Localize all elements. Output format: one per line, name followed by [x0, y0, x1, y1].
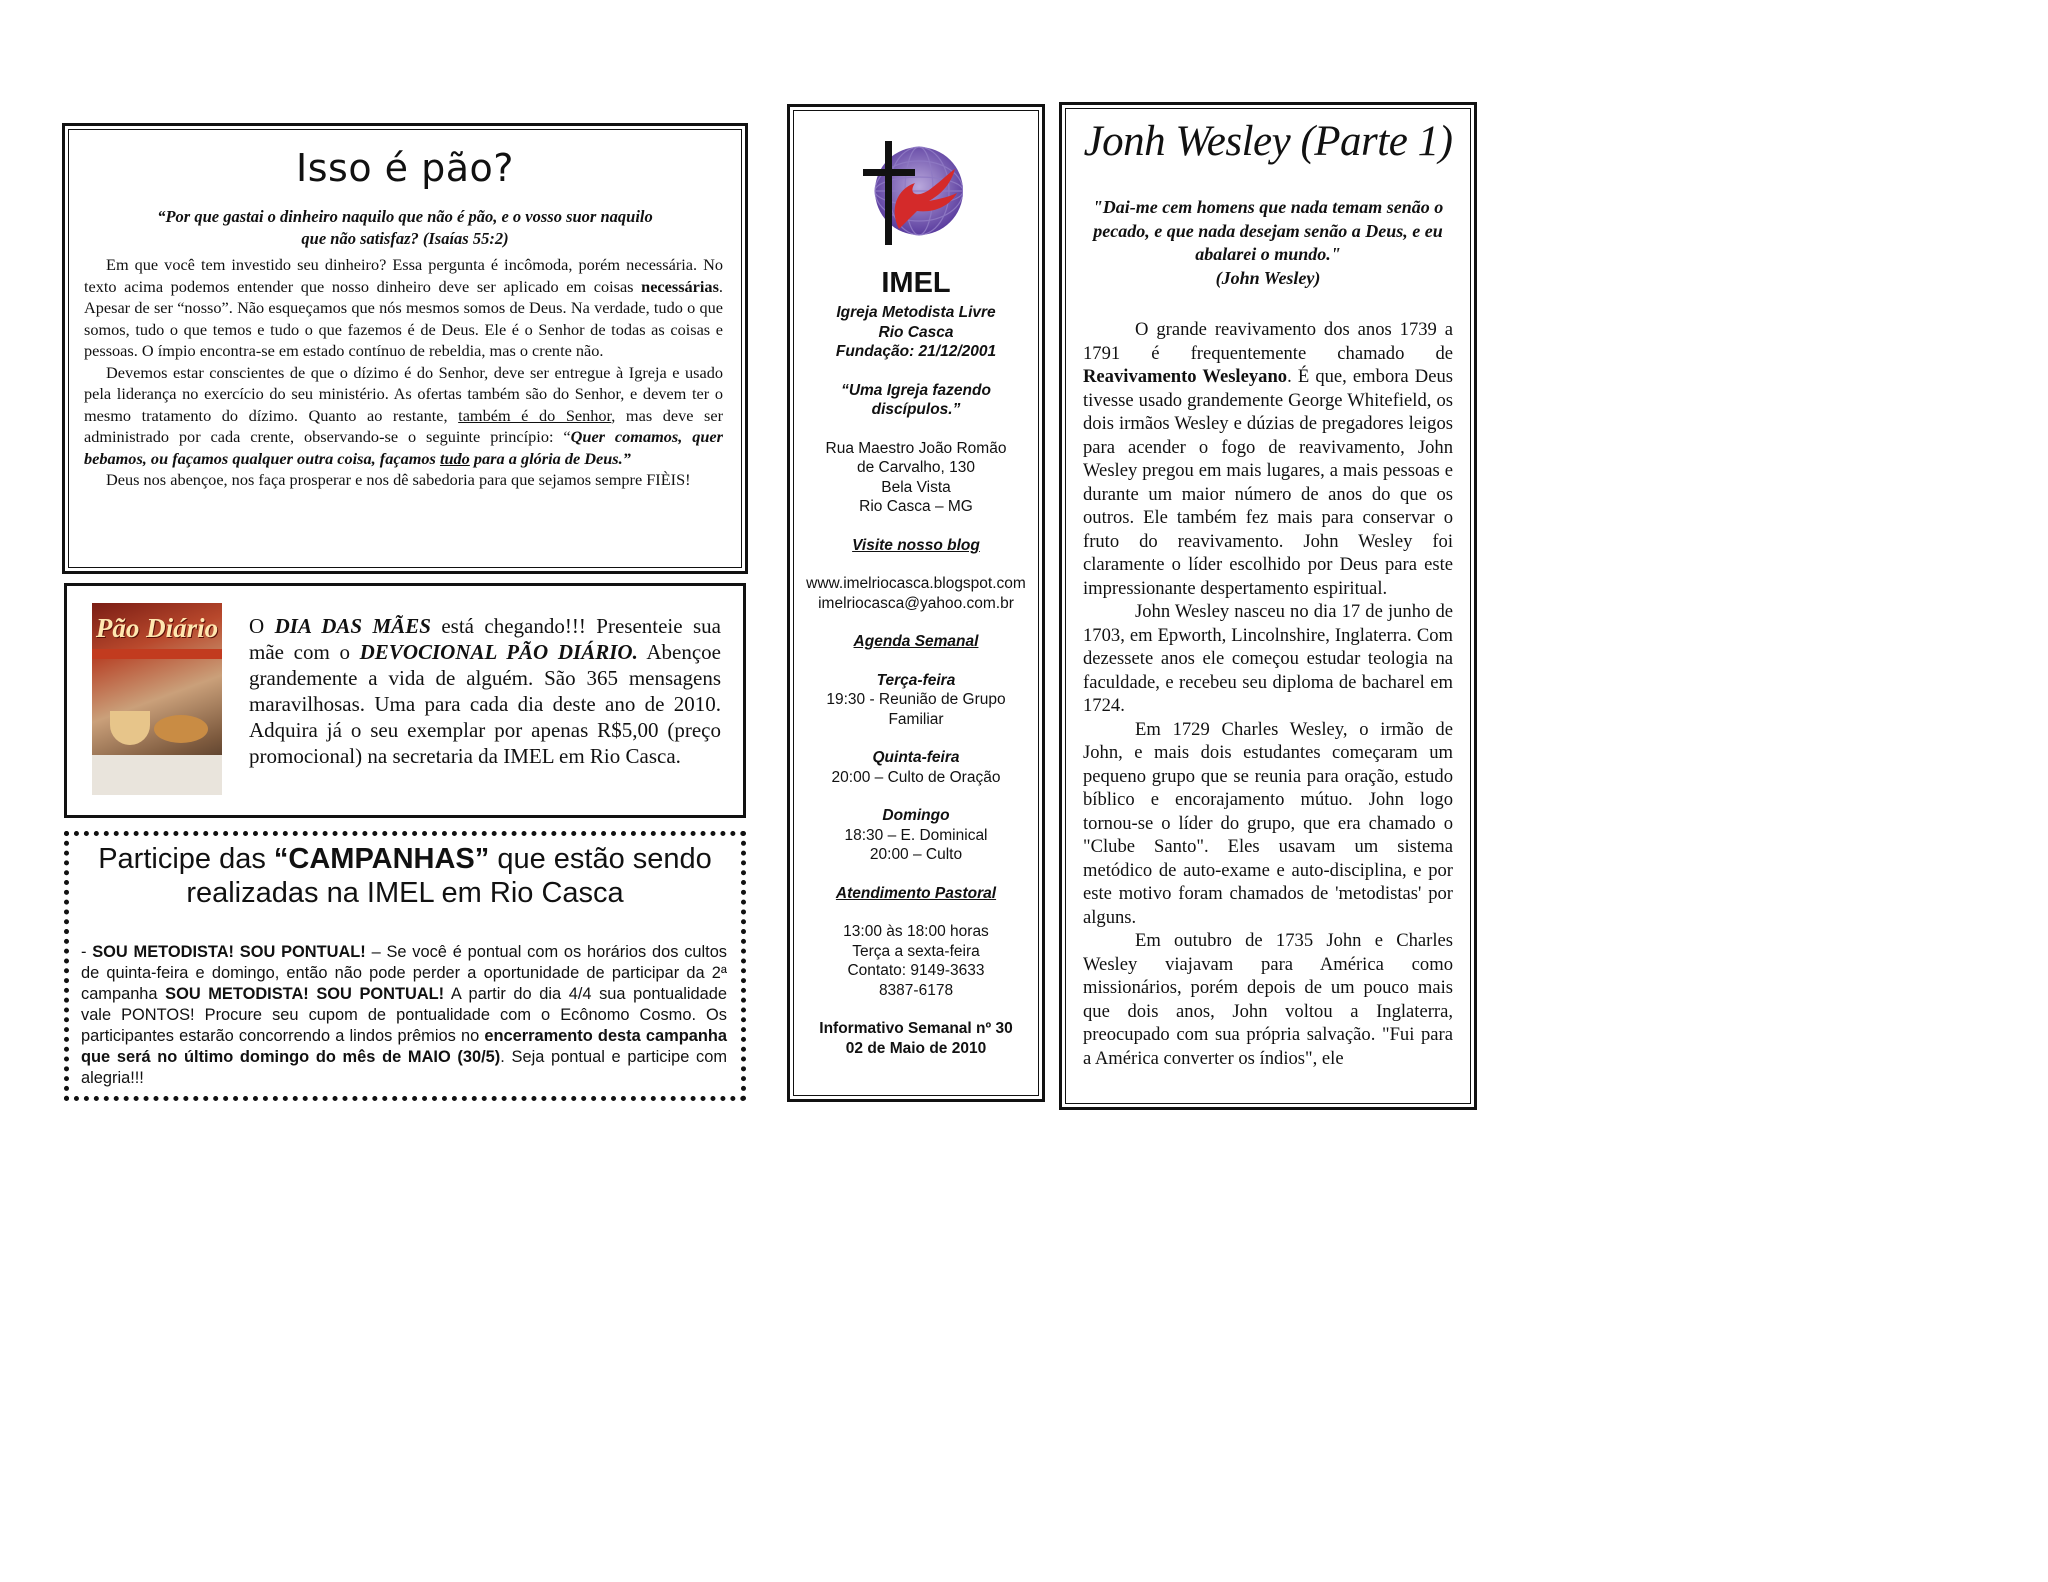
campaign-title: Participe das “CAMPANHAS” que estão sendo realizadas na IMEL em Rio Casca: [98, 843, 712, 909]
address-line: Bela Vista: [881, 478, 951, 496]
quote-author: (John Wesley): [1215, 267, 1321, 288]
article-title: Jonh Wesley (Parte 1): [1083, 118, 1453, 165]
bulletin-date: 02 de Maio de 2010: [845, 1039, 987, 1057]
quote: "Dai-me cem homens que nada temam senão o pecado, e que nada desejam senão a Deus, e eu abalarei o mundo." (John Wesley): [1080, 196, 1456, 290]
pastoral-contact: Contato: 9149-3633: [847, 962, 985, 979]
agenda-day: Quinta-feira: [872, 749, 960, 766]
church-acronym: IMEL: [881, 267, 951, 299]
book-cover-image: [92, 603, 222, 795]
ad-text: O DIA DAS MÃES está chegando!!! Presenteie sua mãe com o DEVOCIONAL PÃO DIÁRIO. Abençoe grandemente a vida de alguém. São 365 mensagens maravilhosas. Uma para cada dia deste ano de 2010. Adquira já o seu exemplar por apenas R$5,00 (preço promocional) na secretaria da IMEL em Rio Casca.: [249, 614, 722, 768]
paragraph: O grande reavivamento dos anos 1739 a 1791 é frequentemente chamado de Reavivamento Wesleyano. É que, embora Deus tivesse usado grandemente George Whitefield, os dois irmãos Wesley e dúzias de pregadores leigos para acender o fogo de reavivamento, John Wesley pregou em mais lugares, a mais pessoas e durante um maior número de anos do que os outros. Ele também fez mais para conservar o fruto do reavivamento. John Wesley foi claramente o líder escolhido por Deus para este impressionante despertamento espiritual.: [1083, 319, 1454, 599]
article-title: Isso é pão?: [296, 146, 514, 190]
address-line: Rio Casca – MG: [859, 498, 973, 515]
agenda-item: Familiar: [888, 710, 944, 728]
motto-line: “Uma Igreja fazendo: [841, 381, 991, 399]
paragraph: John Wesley nasceu no dia 17 de junho de 1703, em Epworth, Lincolnshire, Inglaterra. Com dezessete anos ele começou estudar teologia na faculdade, e recebeu seu diploma de bacharel em 1724.: [1083, 601, 1453, 716]
paragraph: Em outubro de 1735 John e Charles Wesley viajavam para América como missionários, porém depois de um pouco mais que dois anos, John voltou a Inglaterra, preocupado com sua própria salvação. "Fui para a América converter os índios", ele: [1083, 930, 1453, 1069]
paragraph: Deus nos abençoe, nos faça prosperar e nos dê sabedoria para que sejamos sempre FIÈIS!: [106, 470, 691, 489]
agenda-day: Domingo: [882, 807, 950, 824]
address-line: de Carvalho, 130: [856, 459, 976, 476]
article-body: [84, 254, 723, 491]
article-isso-e-pao: [62, 123, 748, 574]
church-details: [796, 267, 1036, 1058]
campaign-body: - SOU METODISTA! SOU PONTUAL! – Se você é pontual com os horários dos cultos de quinta-feira e domingo, então não pode perder a oportunidade de participar da 2ª campanha SOU METODISTA! SOU PONTUAL! A partir do dia 4/4 sua pontualidade vale PONTOS! Procure seu cupom de pontualidade com o Ecônomo Cosmo. Os participantes estarão concorrendo a lindos prêmios no encerramento desta campanha que será no último domingo do mês de MAIO (30/5). Seja pontual e participe com alegria!!!: [81, 943, 728, 1087]
bulletin-number: Informativo Semanal nº 30: [819, 1020, 1013, 1037]
agenda-heading: Agenda Semanal: [853, 633, 979, 650]
pastoral-hours: 13:00 às 18:00 horas: [843, 923, 989, 940]
pastoral-contact: 8387-6178: [878, 981, 954, 999]
methodist-cross-flame-logo-icon: [859, 139, 963, 249]
agenda-item: 19:30 - Reunião de Grupo: [826, 691, 1006, 708]
bible-verse: “Por que gastai o dinheiro naquilo que não é pão, e o vosso suor naquilo que não satisfaz? (Isaías 55:2): [157, 207, 653, 248]
agenda-day: Terça-feira: [876, 671, 956, 689]
agenda-item: 18:30 – E. Dominical: [844, 826, 988, 844]
motto-line: discípulos.”: [871, 401, 961, 418]
blog-heading: Visite nosso blog: [852, 536, 980, 554]
agenda-item: 20:00 – Culto: [869, 846, 963, 863]
foundation-date: Fundação: 21/12/2001: [835, 343, 997, 360]
paragraph: Devemos estar conscientes de que o dízimo é do Senhor, deve ser entregue à Igreja e usado pela liderança no exercício do seu ministério. As ofertas também são do Senhor, e devem ter o mesmo tratamento do dízimo. Quanto ao restante, também é do Senhor, mas deve ser administrado por cada crente, observando-se o seguinte princípio: “Quer comamos, quer bebamos, ou façamos qualquer outra coisa, façamos tudo para a glória de Deus.”: [84, 362, 724, 468]
pastoral-heading: Atendimento Pastoral: [835, 884, 997, 902]
paragraph: Em que você tem investido seu dinheiro? Essa pergunta é incômoda, porém necessária. No texto acima podemos entender que nosso dinheiro deve ser aplicado em coisas necessárias. Apesar de ser “nosso”. Não esqueçamos que nós mesmos somos de Deus. Na verdade, tudo o que somos, tudo o que temos e tudo o que fazemos é de Deus. Ele é o Senhor de todas as coisas e pessoas. O ímpio encontra-se em estado contínuo de rebeldia, mas o crente não.: [84, 255, 723, 360]
agenda-item: 20:00 – Culto de Oração: [831, 768, 1001, 786]
article-john-wesley: [1059, 102, 1477, 1110]
campaign-notice: [64, 831, 746, 1101]
cover-title: Pão Diário: [95, 613, 219, 643]
ad-pao-diario: [64, 583, 746, 818]
email-link[interactable]: imelriocasca@yahoo.com.br: [818, 594, 1014, 612]
address-line: Rua Maestro João Romão: [825, 439, 1007, 457]
blog-link[interactable]: www.imelriocasca.blogspot.com: [806, 575, 1026, 592]
church-city: Rio Casca: [878, 323, 954, 341]
pastoral-days: Terça a sexta-feira: [852, 942, 980, 960]
church-info-panel: [787, 104, 1045, 1102]
paragraph: Em 1729 Charles Wesley, o irmão de John, e mais dois estudantes começaram um pequeno grupo que se reunia para oração, estudo bíblico e encorajamento mútuo. John logo tornou-se o líder do grupo, que era chamado o "Clube Santo". Eles usavam um sistema metódico de auto-exame e auto-disciplina, e por este motivo foram chamados de 'metodistas' por alguns.: [1083, 718, 1453, 928]
article-body: [1083, 318, 1453, 1070]
church-name: Igreja Metodista Livre: [836, 304, 996, 321]
